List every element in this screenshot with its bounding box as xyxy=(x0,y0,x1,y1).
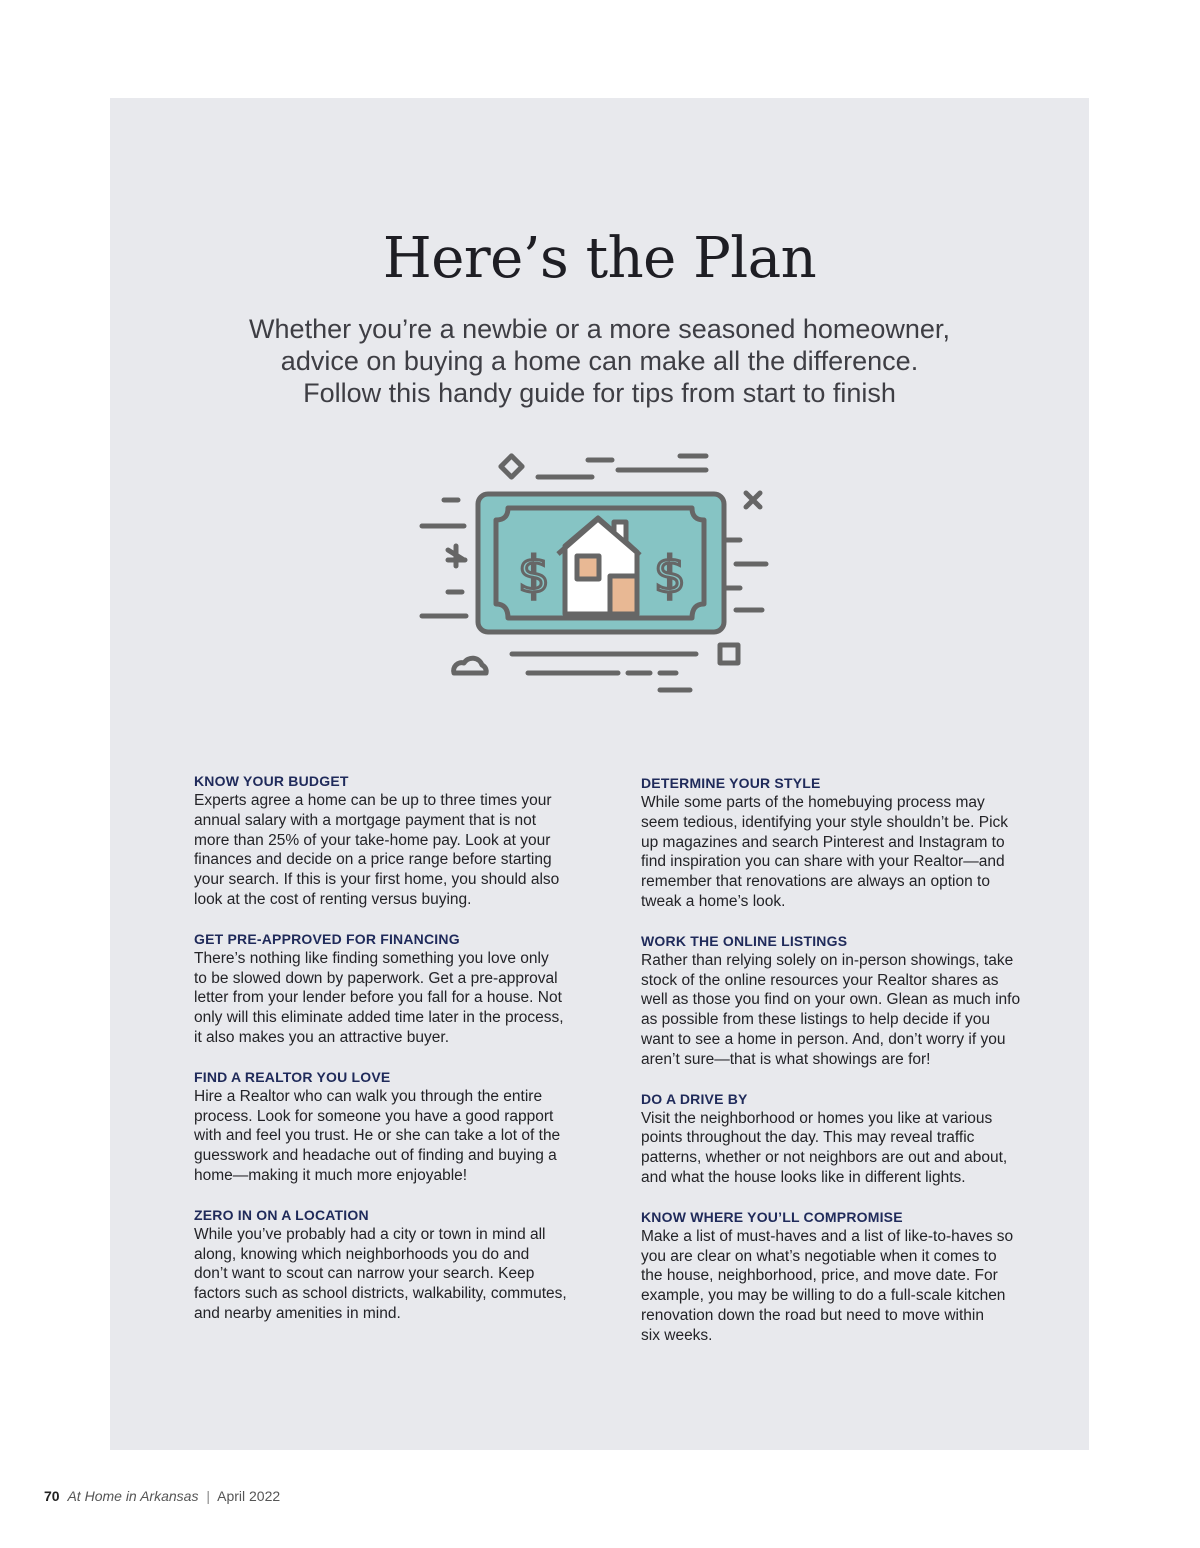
body-line: letter from your lender before you fall for a house. Not xyxy=(194,989,562,1007)
body-line: Make a list of must-haves and a list of like-to-haves so xyxy=(641,1227,1014,1245)
section-body xyxy=(641,1227,1041,1346)
section-body xyxy=(641,951,1041,1070)
body-line: it also makes you an attractive buyer. xyxy=(194,1028,450,1046)
body-line: along, knowing which neighborhoods you do and xyxy=(194,1245,530,1263)
right-column xyxy=(641,774,1041,1366)
body-line: the house, neighborhood, price, and move date. For xyxy=(641,1267,998,1285)
body-line: Hire a Realtor who can walk you through the entire xyxy=(194,1087,543,1105)
page-title: Here’s the Plan xyxy=(382,226,817,291)
body-line: you are clear on what’s negotiable when it comes to xyxy=(641,1247,997,1265)
tip-section xyxy=(641,1090,1041,1188)
body-line: home—making it much more enjoyable! xyxy=(194,1166,468,1184)
body-line: aren’t sure—that is what showings are for! xyxy=(641,1050,931,1068)
body-line: look at the cost of renting versus buying. xyxy=(194,890,472,908)
body-line: example, you may be willing to do a full-scale kitchen xyxy=(641,1287,1006,1305)
tip-section xyxy=(194,1206,594,1324)
section-heading: GET PRE-APPROVED FOR FINANCING xyxy=(194,930,460,947)
body-line: well as those you find on your own. Glean as much info xyxy=(641,991,1021,1009)
body-line: guesswork and headache out of finding and buying a xyxy=(194,1147,557,1165)
body-line: with and feel you trust. He or she can take a lot of the xyxy=(194,1127,561,1145)
body-line: and what the house looks like in different lights. xyxy=(641,1168,966,1186)
publication-name: At Home in Arkansas xyxy=(67,1488,199,1504)
section-heading: DETERMINE YOUR STYLE xyxy=(641,775,821,791)
section-body xyxy=(194,1087,594,1186)
body-line: patterns, whether or not neighbors are out and about, xyxy=(641,1149,1008,1167)
section-body xyxy=(641,1109,1041,1188)
body-line: factors such as school districts, walkability, commutes, xyxy=(194,1285,567,1303)
section-body xyxy=(194,1225,594,1324)
section-heading: WORK THE ONLINE LISTINGS xyxy=(641,932,848,949)
body-line: Rather than relying solely on in-person showings, take xyxy=(641,951,1014,969)
content-panel xyxy=(110,98,1089,1450)
footer-separator: | xyxy=(206,1488,210,1504)
section-body xyxy=(194,791,594,910)
left-column xyxy=(194,772,594,1344)
intro-line: advice on buying a home can make all the difference. xyxy=(280,346,919,376)
section-heading: FIND A REALTOR YOU LOVE xyxy=(194,1068,391,1085)
body-line: tweak a home’s look. xyxy=(641,892,786,910)
body-line: process. Look for someone you have a good rapport xyxy=(194,1107,554,1125)
body-line: find inspiration you can share with your Realtor—and xyxy=(641,853,1005,871)
body-line: six weeks. xyxy=(641,1326,713,1344)
body-line: While some parts of the homebuying process may xyxy=(641,794,985,811)
svg-text:$: $ xyxy=(518,546,550,604)
body-line: don’t want to scout can narrow your search. Keep xyxy=(194,1265,535,1283)
tip-section xyxy=(194,772,594,910)
body-line: more than 25% of your take-home pay. Look at your xyxy=(194,831,551,849)
body-line: remember that renovations are always an option to xyxy=(641,873,990,891)
body-line: up magazines and search Pinterest and Instagram to xyxy=(641,833,1005,851)
body-line: only will this eliminate added time later in the process, xyxy=(194,1009,564,1027)
tip-section xyxy=(641,1208,1041,1346)
body-line: points throughout the day. This may reveal traffic xyxy=(641,1129,975,1147)
body-line: Experts agree a home can be up to three times your xyxy=(194,792,552,809)
body-line: as possible from these listings to help decide if you xyxy=(641,1011,990,1029)
section-heading: KNOW WHERE YOU’LL COMPROMISE xyxy=(641,1208,903,1225)
body-line: want to see a home in person. And, don’t worry if you xyxy=(641,1030,1006,1048)
body-line: While you’ve probably had a city or town in mind all xyxy=(194,1225,546,1243)
tip-section xyxy=(194,930,594,1048)
section-heading: DO A DRIVE BY xyxy=(641,1090,748,1107)
body-line: seem tedious, identifying your style shouldn’t be. Pick xyxy=(641,813,1009,831)
intro-text xyxy=(110,313,1089,409)
body-line: and nearby amenities in mind. xyxy=(194,1304,401,1322)
section-body xyxy=(641,793,1041,912)
body-line: annual salary with a mortgage payment that is not xyxy=(194,811,537,829)
body-line: finances and decide on a price range before starting xyxy=(194,851,552,869)
intro-line: Follow this handy guide for tips from start to finish xyxy=(303,378,896,408)
section-heading: ZERO IN ON A LOCATION xyxy=(194,1206,369,1223)
house-money-icon xyxy=(410,448,790,798)
body-line: renovation down the road but need to move within xyxy=(641,1306,984,1324)
svg-text:$: $ xyxy=(654,546,686,604)
issue-date: April 2022 xyxy=(217,1488,281,1504)
tip-section xyxy=(194,1068,594,1186)
body-line: stock of the online resources your Realtor shares as xyxy=(641,971,999,989)
tip-section xyxy=(641,932,1041,1070)
intro-line: Whether you’re a newbie or a more seasoned homeowner, xyxy=(249,314,950,344)
section-body xyxy=(194,949,594,1048)
tip-section xyxy=(641,774,1041,912)
section-heading: KNOW YOUR BUDGET xyxy=(194,773,349,789)
body-line: There’s nothing like finding something you love only xyxy=(194,949,549,967)
body-line: Visit the neighborhood or homes you like at various xyxy=(641,1109,993,1127)
body-line: your search. If this is your first home, you should also xyxy=(194,871,560,889)
page-number: 70 xyxy=(44,1488,60,1504)
page-footer xyxy=(44,1488,280,1504)
body-line: to be slowed down by paperwork. Get a pre-approval xyxy=(194,969,558,987)
